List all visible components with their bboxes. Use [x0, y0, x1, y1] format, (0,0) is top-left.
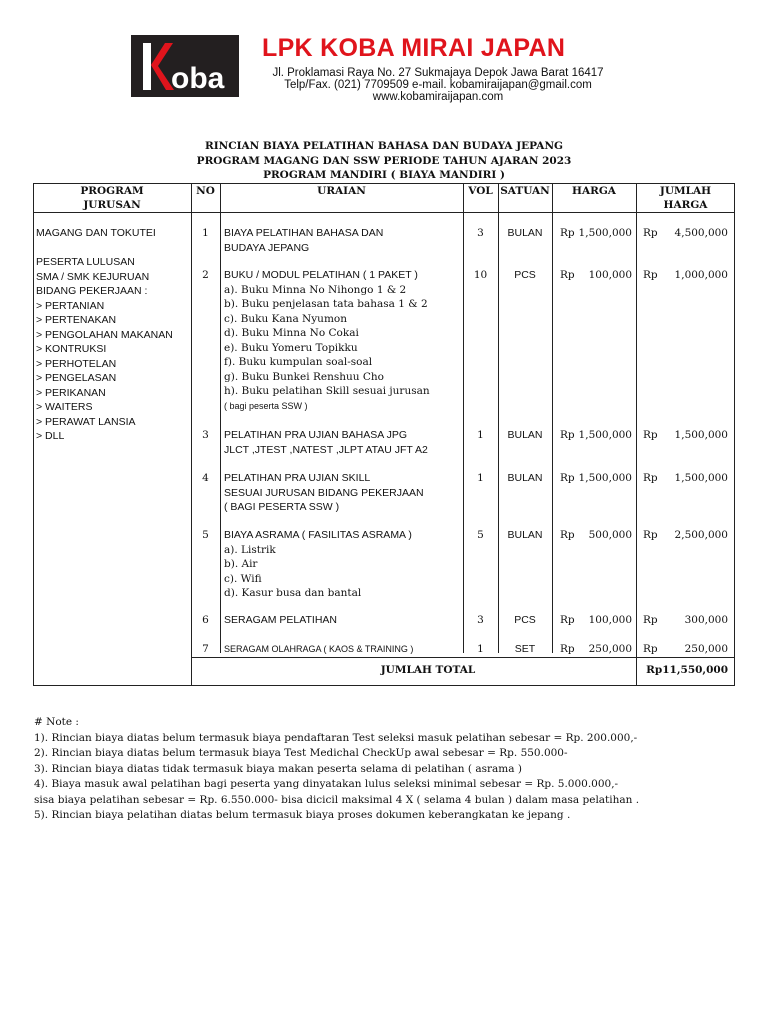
uraian-line: c). Wifi	[224, 572, 262, 585]
row-harga-currency: Rp	[560, 269, 575, 281]
note-line: 3). Rincian biaya diatas tidak termasuk biaya makan peserta selama di pelatihan ( asrama )	[34, 762, 522, 775]
row-satuan: PCS	[514, 269, 536, 281]
uraian-line: f). Buku kumpulan soal-soal	[224, 356, 373, 368]
uraian-line: a). Listrik	[224, 543, 276, 556]
uraian-line: g). Buku Bunkei Renshuu Cho	[224, 370, 384, 383]
uraian-line: b). Buku penjelasan tata bahasa 1 & 2	[224, 298, 428, 310]
uraian-line: PELATIHAN PRA UJIAN BAHASA JPG	[224, 429, 408, 441]
row-satuan: BULAN	[507, 529, 543, 541]
row-harga-currency: Rp	[560, 529, 575, 541]
note-line: 1). Rincian biaya diatas belum termasuk biaya pendaftaran Test seleksi masuk pelatihan sebesar = Rp. 200.000,-	[34, 731, 638, 744]
row-uraian	[224, 528, 412, 601]
program-line: MAGANG DAN TOKUTEI	[36, 227, 156, 239]
total-value: Rp11,550,000	[646, 664, 728, 676]
program-line	[36, 241, 173, 256]
col-divider	[498, 183, 499, 653]
row-satuan: BULAN	[507, 429, 543, 441]
program-line: > PERHOTELAN	[36, 357, 117, 370]
uraian-line: SESUAI JURUSAN BIDANG PEKERJAAN	[224, 486, 424, 499]
row-satuan: PCS	[514, 614, 536, 626]
row-jumlah: 1,500,000	[674, 429, 728, 441]
notes-heading: # Note :	[34, 716, 79, 728]
cost-table	[33, 183, 735, 686]
uraian-line: BUKU / MODUL PELATIHAN ( 1 PAKET )	[224, 269, 418, 281]
row-vol: 3	[477, 227, 484, 239]
header-no: NO	[196, 185, 215, 197]
header-satuan: SATUAN	[500, 185, 550, 197]
org-website[interactable]: www.kobamiraijapan.com	[372, 91, 504, 103]
uraian-line: h). Buku pelatihan Skill sesuai jurusan	[224, 385, 430, 397]
uraian-line: e). Buku Yomeru Topikku	[224, 341, 358, 354]
row-harga: 1,500,000	[578, 429, 632, 441]
row-satuan: SET	[514, 643, 536, 655]
row-harga-currency: Rp	[560, 472, 575, 484]
uraian-line: b). Air	[224, 558, 258, 570]
doc-title-3: PROGRAM MANDIRI ( BIAYA MANDIRI )	[263, 169, 505, 181]
row-jumlah: 300,000	[684, 614, 728, 626]
row-satuan: BULAN	[507, 472, 543, 484]
row-jumlah-currency: Rp	[643, 529, 658, 541]
uraian-line: BIAYA ASRAMA ( FASILITAS ASRAMA )	[224, 529, 412, 541]
row-harga-currency: Rp	[560, 614, 575, 626]
row-no: 1	[202, 227, 209, 239]
program-line: SMA / SMK KEJURUAN	[36, 270, 150, 283]
org-address: Jl. Proklamasi Raya No. 27 Sukmajaya Depok Jawa Barat 16417	[272, 67, 604, 79]
program-line: > DLL	[36, 430, 65, 442]
row-vol: 1	[477, 472, 484, 484]
col-divider	[552, 183, 553, 653]
row-harga: 100,000	[588, 269, 632, 281]
total-divider	[191, 657, 735, 658]
uraian-line: d). Kasur busa dan bantal	[224, 587, 362, 599]
header-program: PROGRAM JURUSAN	[80, 185, 144, 211]
note-line: sisa biaya pelatihan sebesar = Rp. 6.550.000- bisa dicicil maksimal 4 X ( selama 4 bulan ) dalam masa pelatihan .	[34, 793, 640, 806]
doc-title-2: PROGRAM MAGANG DAN SSW PERIODE TAHUN AJARAN 2023	[196, 155, 572, 167]
row-uraian	[224, 268, 430, 413]
col-divider	[220, 183, 221, 653]
program-line: > PENGELASAN	[36, 372, 117, 384]
note-line: 4). Biaya masuk awal pelatihan bagi peserta yang dinyatakan lulus seleksi minimal sebesar = Rp. 5.000.000,-	[34, 778, 619, 790]
uraian-line: BIAYA PELATIHAN BAHASA DAN	[224, 227, 384, 239]
row-vol: 5	[477, 529, 484, 541]
uraian-line: a). Buku Minna No Nihongo 1 & 2	[224, 283, 407, 296]
row-no: 4	[202, 472, 209, 484]
uraian-line: JLCT ,JTEST ,NATEST ,JLPT ATAU JFT A2	[224, 443, 428, 456]
row-uraian	[224, 428, 428, 457]
program-jurusan-list	[36, 226, 173, 444]
program-line: > PERTENAKAN	[36, 314, 117, 326]
row-jumlah: 2,500,000	[674, 529, 728, 541]
row-harga-currency: Rp	[560, 643, 575, 655]
row-vol: 10	[473, 269, 488, 281]
uraian-line: ( BAGI PESERTA SSW )	[224, 501, 340, 513]
uraian-line: BUDAYA JEPANG	[224, 241, 310, 254]
row-no: 2	[202, 269, 209, 281]
row-jumlah-currency: Rp	[643, 643, 658, 655]
uraian-line: PELATIHAN PRA UJIAN SKILL	[224, 472, 371, 484]
row-jumlah-currency: Rp	[643, 227, 658, 239]
header-divider	[33, 212, 735, 213]
row-harga: 500,000	[588, 529, 632, 541]
row-no: 7	[202, 643, 209, 655]
org-name: LPK KOBA MIRAI JAPAN	[262, 34, 566, 62]
row-uraian	[224, 642, 413, 657]
col-divider	[463, 183, 464, 653]
row-jumlah-currency: Rp	[643, 472, 658, 484]
row-jumlah-currency: Rp	[643, 429, 658, 441]
row-no: 6	[202, 614, 209, 626]
program-line: > PERAWAT LANSIA	[36, 415, 136, 428]
uraian-line: c). Buku Kana Nyumon	[224, 312, 347, 325]
row-vol: 1	[477, 643, 484, 655]
uraian-line: SERAGAM OLAHRAGA ( KAOS & TRAINING )	[224, 644, 414, 654]
row-jumlah: 1,500,000	[674, 472, 728, 484]
row-uraian	[224, 226, 383, 255]
row-harga: 250,000	[588, 643, 632, 655]
note-line: 2). Rincian biaya diatas belum termasuk biaya Test Medichal CheckUp awal sebesar = Rp. 550.000-	[34, 747, 568, 759]
total-label: JUMLAH TOTAL	[380, 664, 476, 676]
header-harga: HARGA	[572, 185, 616, 197]
row-harga: 1,500,000	[578, 472, 632, 484]
row-jumlah: 1,000,000	[674, 269, 728, 281]
row-vol: 1	[477, 429, 484, 441]
program-line: > PERTANIAN	[36, 299, 105, 312]
row-harga-currency: Rp	[560, 429, 575, 441]
org-contact: Telp/Fax. (021) 7709509 e-mail. kobamiraijapan@gmail.com	[284, 79, 592, 91]
program-line: > KONTRUKSI	[36, 343, 107, 355]
doc-title-1: RINCIAN BIAYA PELATIHAN BAHASA DAN BUDAYA JEPANG	[204, 140, 564, 152]
program-line: > WAITERS	[36, 401, 93, 413]
row-jumlah: 250,000	[684, 643, 728, 655]
program-line: > PERIKANAN	[36, 386, 106, 399]
row-vol: 3	[477, 614, 484, 626]
row-jumlah-currency: Rp	[643, 614, 658, 626]
header-vol: VOL	[468, 185, 493, 197]
logo-graphic	[131, 35, 239, 97]
company-logo	[131, 35, 239, 97]
row-no: 3	[202, 429, 209, 441]
row-uraian	[224, 613, 337, 628]
row-jumlah: 4,500,000	[674, 227, 728, 239]
row-uraian	[224, 471, 424, 515]
row-no: 5	[202, 529, 209, 541]
logo-text: oba	[171, 62, 225, 95]
row-jumlah-currency: Rp	[643, 269, 658, 281]
row-harga: 1,500,000	[578, 227, 632, 239]
header-jumlah: JUMLAH HARGA	[659, 185, 712, 211]
row-satuan: BULAN	[507, 227, 543, 239]
uraian-line: d). Buku Minna No Cokai	[224, 327, 359, 339]
program-line: BIDANG PEKERJAAN :	[36, 285, 148, 297]
header-uraian: URAIAN	[317, 185, 366, 197]
notes-section	[34, 715, 639, 824]
row-harga: 100,000	[588, 614, 632, 626]
program-line: PESERTA LULUSAN	[36, 256, 135, 268]
program-line: > PENGOLAHAN MAKANAN	[36, 328, 173, 341]
uraian-line: SERAGAM PELATIHAN	[224, 614, 337, 626]
uraian-line: ( bagi peserta SSW )	[224, 400, 308, 411]
row-harga-currency: Rp	[560, 227, 575, 239]
note-line: 5). Rincian biaya pelatihan diatas belum termasuk biaya proses dokumen keberangkatan ke jepang .	[34, 809, 571, 821]
